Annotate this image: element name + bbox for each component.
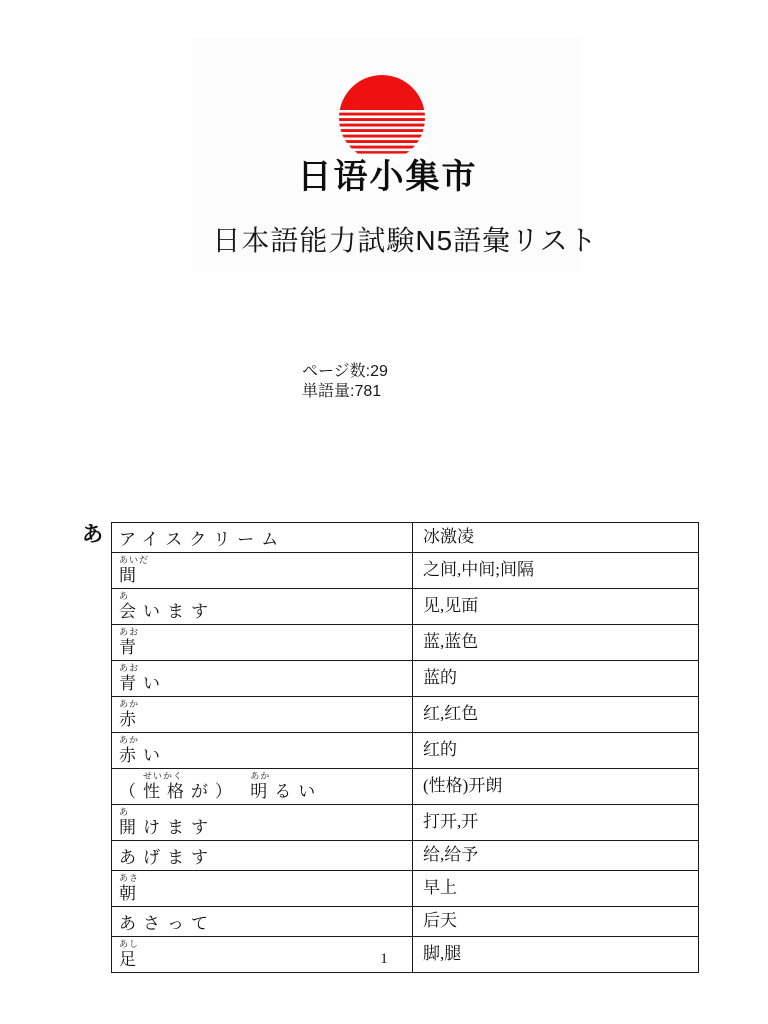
word-base-text: あさって bbox=[119, 914, 215, 933]
word-cell bbox=[112, 871, 413, 907]
word-base-text: 性格 bbox=[143, 782, 191, 801]
meaning-cell: 蓝,蓝色 bbox=[413, 625, 699, 661]
word-cell bbox=[112, 805, 413, 841]
furigana: あか bbox=[119, 735, 140, 745]
vocab-row bbox=[112, 589, 699, 625]
word-base-text: 開 bbox=[119, 818, 143, 837]
word-base-text: 間 bbox=[119, 566, 143, 585]
page-number: 1 bbox=[380, 951, 388, 967]
word-segment bbox=[119, 555, 149, 585]
meaning-cell: 后天 bbox=[413, 907, 699, 937]
word-base-text: 赤 bbox=[119, 746, 143, 765]
logo-wordmark: 日语小集市 bbox=[297, 158, 478, 196]
word-segment bbox=[119, 663, 143, 693]
word-segment bbox=[143, 674, 167, 693]
word-cell bbox=[112, 907, 413, 937]
meaning-cell: 脚,腿 bbox=[413, 937, 699, 973]
vocab-row bbox=[112, 661, 699, 697]
word-segment bbox=[119, 735, 143, 765]
word-base-text: けます bbox=[143, 818, 215, 837]
word-segment bbox=[119, 591, 143, 621]
meaning-cell: 冰激凌 bbox=[413, 523, 699, 553]
word-segment bbox=[143, 746, 167, 765]
word-base-text: い bbox=[143, 674, 167, 693]
word-segment bbox=[119, 699, 143, 729]
word-base-text: （ bbox=[119, 782, 143, 801]
vocab-row bbox=[112, 871, 699, 907]
word-base-text: 朝 bbox=[119, 884, 143, 903]
vocab-row bbox=[112, 697, 699, 733]
word-segment bbox=[274, 782, 322, 801]
vocab-row bbox=[112, 625, 699, 661]
meaning-cell: 之间,中间;间隔 bbox=[413, 553, 699, 589]
meaning-cell: (性格)开朗 bbox=[413, 769, 699, 805]
word-segment bbox=[250, 771, 274, 801]
furigana: あか bbox=[250, 771, 271, 781]
vocab-row bbox=[112, 553, 699, 589]
word-base-text: 青 bbox=[119, 674, 143, 693]
furigana: あお bbox=[119, 663, 140, 673]
meaning-cell: 红的 bbox=[413, 733, 699, 769]
furigana: あいだ bbox=[119, 555, 150, 565]
meaning-cell: 早上 bbox=[413, 871, 699, 907]
word-cell bbox=[112, 769, 413, 805]
vocab-row bbox=[112, 805, 699, 841]
word-segment bbox=[119, 914, 215, 933]
word-count: 単語量:781 bbox=[302, 383, 382, 400]
word-segment bbox=[119, 627, 143, 657]
word-cell bbox=[112, 841, 413, 871]
word-base-text: 足 bbox=[119, 950, 143, 969]
vocab-table bbox=[111, 522, 699, 973]
word-base-text: い bbox=[143, 746, 167, 765]
word-segment bbox=[119, 807, 143, 837]
furigana: あ bbox=[119, 591, 130, 601]
word-base-text: 会 bbox=[119, 602, 143, 621]
furigana: あし bbox=[119, 939, 140, 949]
word-base-text: アイスクリーム bbox=[119, 530, 286, 549]
furigana: せいかく bbox=[143, 771, 184, 781]
word-segment bbox=[119, 848, 215, 867]
word-base-text: 明 bbox=[250, 782, 275, 801]
document-title: 日本語能力試験N5語彙リスト bbox=[212, 225, 598, 256]
word-base-text: います bbox=[143, 602, 215, 621]
word-segment bbox=[239, 782, 250, 801]
word-base-text: 青 bbox=[119, 638, 143, 657]
word-segment bbox=[119, 873, 143, 903]
meaning-cell: 打开,开 bbox=[413, 805, 699, 841]
vocab-row bbox=[112, 907, 699, 937]
vocab-row bbox=[112, 769, 699, 805]
word-base-text: 赤 bbox=[119, 710, 143, 729]
word-cell bbox=[112, 697, 413, 733]
section-label-a: あ bbox=[82, 522, 103, 546]
word-segment bbox=[119, 530, 285, 549]
vocab-row bbox=[112, 523, 699, 553]
document-stats bbox=[302, 362, 388, 402]
word-segment bbox=[191, 782, 239, 801]
vocab-row bbox=[112, 841, 699, 871]
word-segment bbox=[143, 602, 215, 621]
word-segment bbox=[143, 771, 191, 801]
word-base-text: あげます bbox=[119, 848, 215, 867]
word-cell bbox=[112, 661, 413, 697]
word-cell bbox=[112, 625, 413, 661]
vocab-row bbox=[112, 733, 699, 769]
word-cell bbox=[112, 589, 413, 625]
word-cell bbox=[112, 733, 413, 769]
furigana: あ bbox=[119, 807, 130, 817]
word-base-text bbox=[239, 782, 250, 801]
word-segment bbox=[143, 818, 215, 837]
meaning-cell: 红,红色 bbox=[413, 697, 699, 733]
furigana: あか bbox=[119, 699, 140, 709]
meaning-cell: 蓝的 bbox=[413, 661, 699, 697]
meaning-cell: 见,见面 bbox=[413, 589, 699, 625]
furigana: あさ bbox=[119, 873, 140, 883]
page-count: ページ数:29 bbox=[302, 363, 388, 380]
word-base-text: るい bbox=[274, 782, 323, 801]
word-segment bbox=[119, 782, 143, 801]
word-base-text: が） bbox=[191, 782, 239, 801]
meaning-cell: 给,给予 bbox=[413, 841, 699, 871]
furigana: あお bbox=[119, 627, 140, 637]
word-cell bbox=[112, 553, 413, 589]
word-cell bbox=[112, 523, 413, 553]
